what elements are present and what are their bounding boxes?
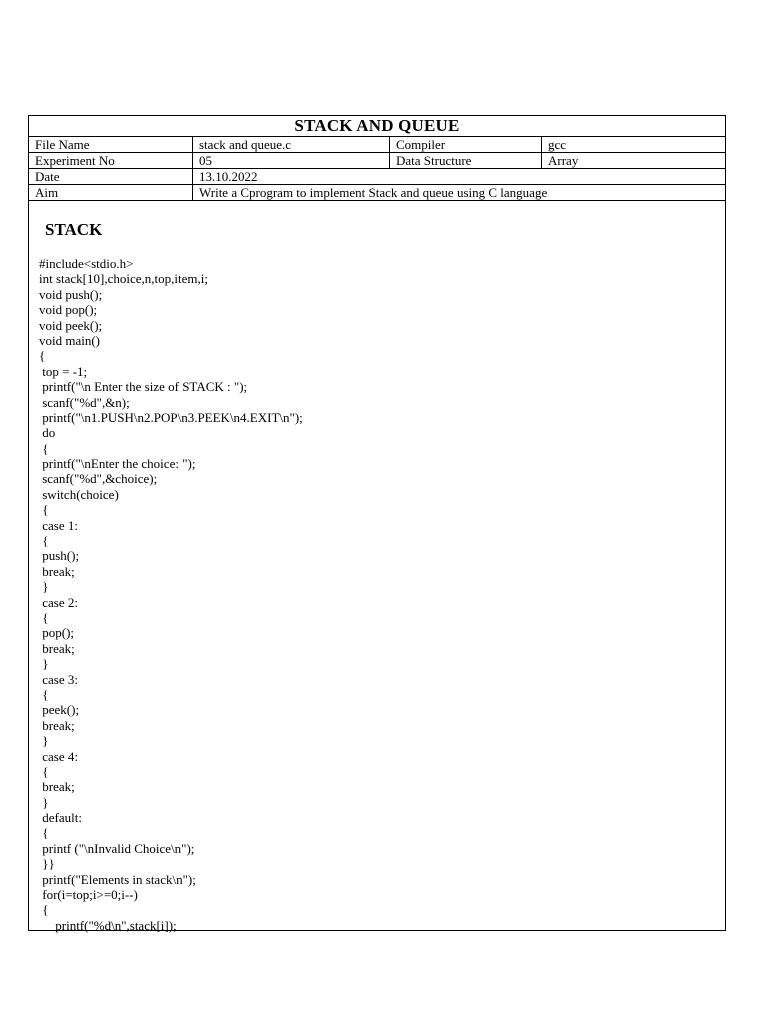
code-line: break; xyxy=(39,640,75,656)
code-line: push(); xyxy=(39,548,80,564)
aim-value: Write a Cprogram to implement Stack and queue using C language xyxy=(193,185,726,201)
code-line: void peek(); xyxy=(39,317,103,333)
code-line: { xyxy=(39,686,49,702)
code-line: { xyxy=(39,533,49,549)
date-label: Date xyxy=(29,169,193,185)
code-line: } xyxy=(39,794,49,810)
code-line: int stack[10],choice,n,top,item,i; xyxy=(39,271,208,287)
table-row xyxy=(29,137,725,153)
table-row xyxy=(29,169,725,185)
document-page-frame xyxy=(28,115,726,931)
code-line: scanf("%d",&choice); xyxy=(39,471,158,487)
compiler-label: Compiler xyxy=(390,137,542,153)
code-line: break; xyxy=(39,779,75,795)
code-line: void main() xyxy=(39,332,101,348)
code-line: printf("Elements in stack\n"); xyxy=(39,871,196,887)
code-line: case 4: xyxy=(39,748,78,764)
code-line: break; xyxy=(39,563,75,579)
file-name-value: stack and queue.c xyxy=(193,137,390,153)
table-row xyxy=(29,185,725,201)
code-line: printf("\n Enter the size of STACK : "); xyxy=(39,379,248,395)
table-row xyxy=(29,153,725,169)
code-line: { xyxy=(39,763,49,779)
document-title: STACK AND QUEUE xyxy=(29,116,725,137)
experiment-no-value: 05 xyxy=(193,153,390,169)
code-line: }} xyxy=(39,856,55,872)
metadata-table xyxy=(29,137,725,201)
data-structure-label: Data Structure xyxy=(390,153,542,169)
code-line: pop(); xyxy=(39,625,75,641)
code-line: do xyxy=(39,425,56,441)
aim-label: Aim xyxy=(29,185,193,201)
code-listing xyxy=(39,256,725,933)
code-line: { xyxy=(39,609,49,625)
code-line: case 2: xyxy=(39,594,78,610)
code-line: printf ("\nInvalid Choice\n"); xyxy=(39,840,195,856)
code-line: { xyxy=(39,348,46,364)
compiler-value: gcc xyxy=(542,137,726,153)
code-line: } xyxy=(39,733,49,749)
code-line: default: xyxy=(39,810,82,826)
code-line: } xyxy=(39,656,49,672)
code-line: peek(); xyxy=(39,702,80,718)
section-heading-stack: STACK xyxy=(45,220,103,239)
code-line: void pop(); xyxy=(39,302,98,318)
code-line: top = -1; xyxy=(39,363,88,379)
date-value: 13.10.2022 xyxy=(193,169,726,185)
data-structure-value: Array xyxy=(542,153,726,169)
code-line: for(i=top;i>=0;i--) xyxy=(39,887,138,903)
code-line: void push(); xyxy=(39,286,103,302)
code-line: scanf("%d",&n); xyxy=(39,394,130,410)
code-line: printf("\n1.PUSH\n2.POP\n3.PEEK\n4.EXIT\n"); xyxy=(39,409,303,425)
code-line: printf("%d\n",stack[i]); xyxy=(39,917,177,933)
experiment-no-label: Experiment No xyxy=(29,153,193,169)
code-line: } xyxy=(39,579,49,595)
code-line: switch(choice) xyxy=(39,486,119,502)
code-line: { xyxy=(39,502,49,518)
code-line: break; xyxy=(39,717,75,733)
code-line: case 3: xyxy=(39,671,78,687)
code-line: { xyxy=(39,440,49,456)
code-line: printf("\nEnter the choice: "); xyxy=(39,456,196,472)
code-line: { xyxy=(39,825,49,841)
code-line: { xyxy=(39,902,49,918)
code-line: case 1: xyxy=(39,517,78,533)
file-name-label: File Name xyxy=(29,137,193,153)
code-line: #include<stdio.h> xyxy=(39,256,134,271)
